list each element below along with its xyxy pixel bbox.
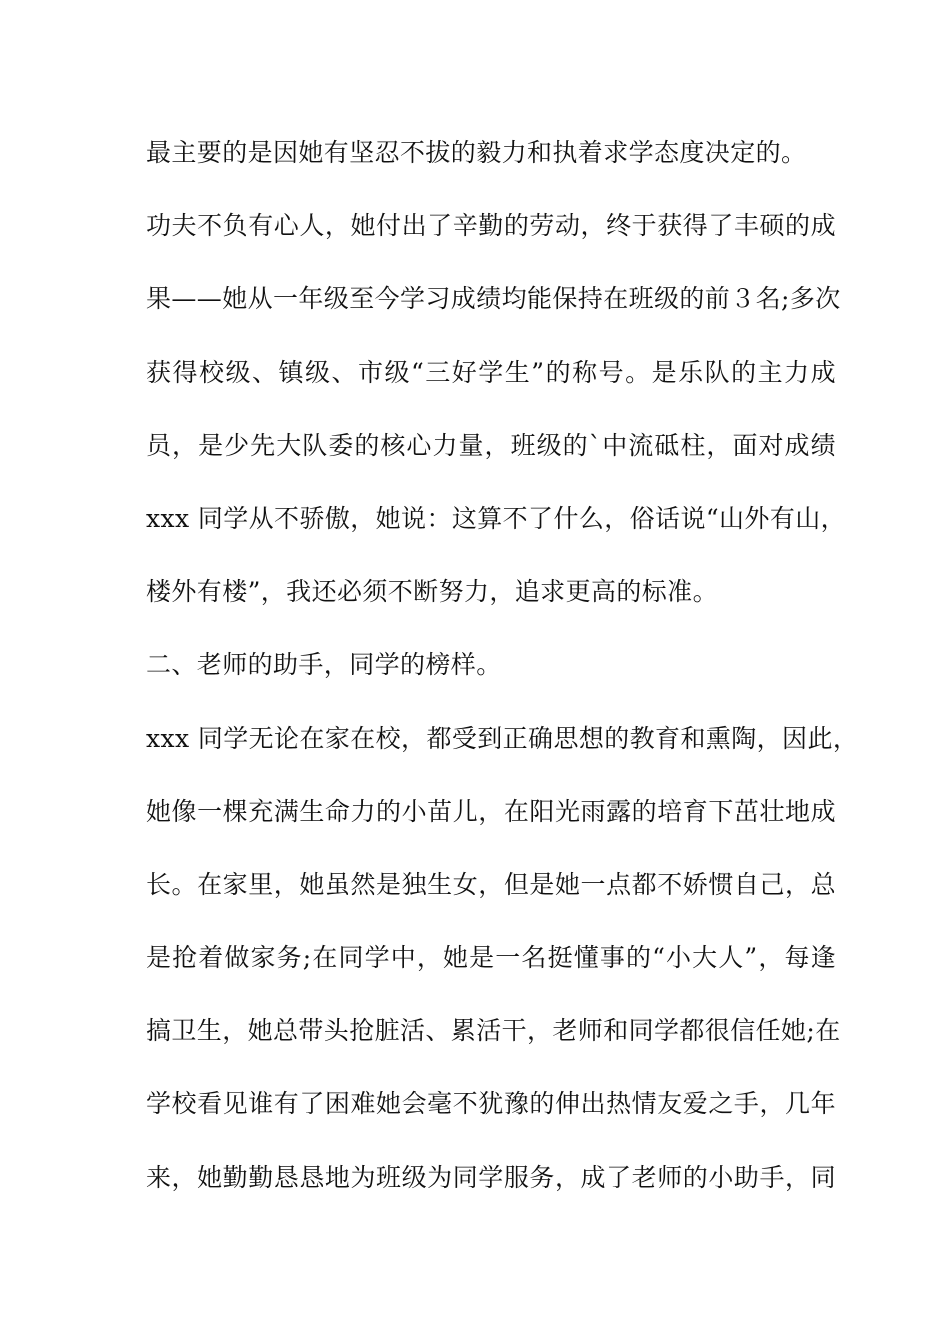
text-line: 二、老师的助手，同学的榜样。 — [146, 650, 502, 680]
text-line: xxx 同学从不骄傲，她说：这算不了什么，俗话说“山外有山， — [146, 503, 847, 533]
text-line: 是抢着做家务;在同学中，她是一名挺懂事的“小大人”，每逢 — [146, 943, 836, 973]
text-line: 果——她从一年级至今学习成绩均能保持在班级的前３名;多次 — [146, 284, 841, 314]
text-line: 获得校级、镇级、市级“三好学生”的称号。是乐队的主力成 — [146, 357, 836, 387]
text-line: 来，她勤勤恳恳地为班级为同学服务，成了老师的小助手，同 — [146, 1162, 836, 1192]
text-line: 最主要的是因她有坚忍不拔的毅力和执着求学态度决定的。 — [146, 138, 807, 167]
text-line: xxx 同学无论在家在校，都受到正确思想的教育和熏陶，因此， — [146, 723, 859, 753]
text-line: 功夫不负有心人，她付出了辛勤的劳动，终于获得了丰硕的成 — [146, 211, 836, 241]
text-line: 学校看见谁有了困难她会毫不犹豫的伸出热情友爱之手，几年 — [146, 1089, 836, 1119]
text-line: 搞卫生，她总带头抢脏活、累活干，老师和同学都很信任她;在 — [146, 1016, 841, 1046]
document-body — [146, 128, 859, 1226]
text-line: 楼外有楼”，我还必须不断努力，追求更高的标准。 — [146, 577, 718, 607]
text-line: 员，是少先大队委的核心力量，班级的`中流砥柱，面对成绩 — [146, 430, 836, 460]
text-line: 长。在家里，她虽然是独生女，但是她一点都不娇惯自己，总 — [146, 869, 836, 899]
text-line: 她像一棵充满生命力的小苗儿，在阳光雨露的培育下茁壮地成 — [146, 796, 836, 826]
